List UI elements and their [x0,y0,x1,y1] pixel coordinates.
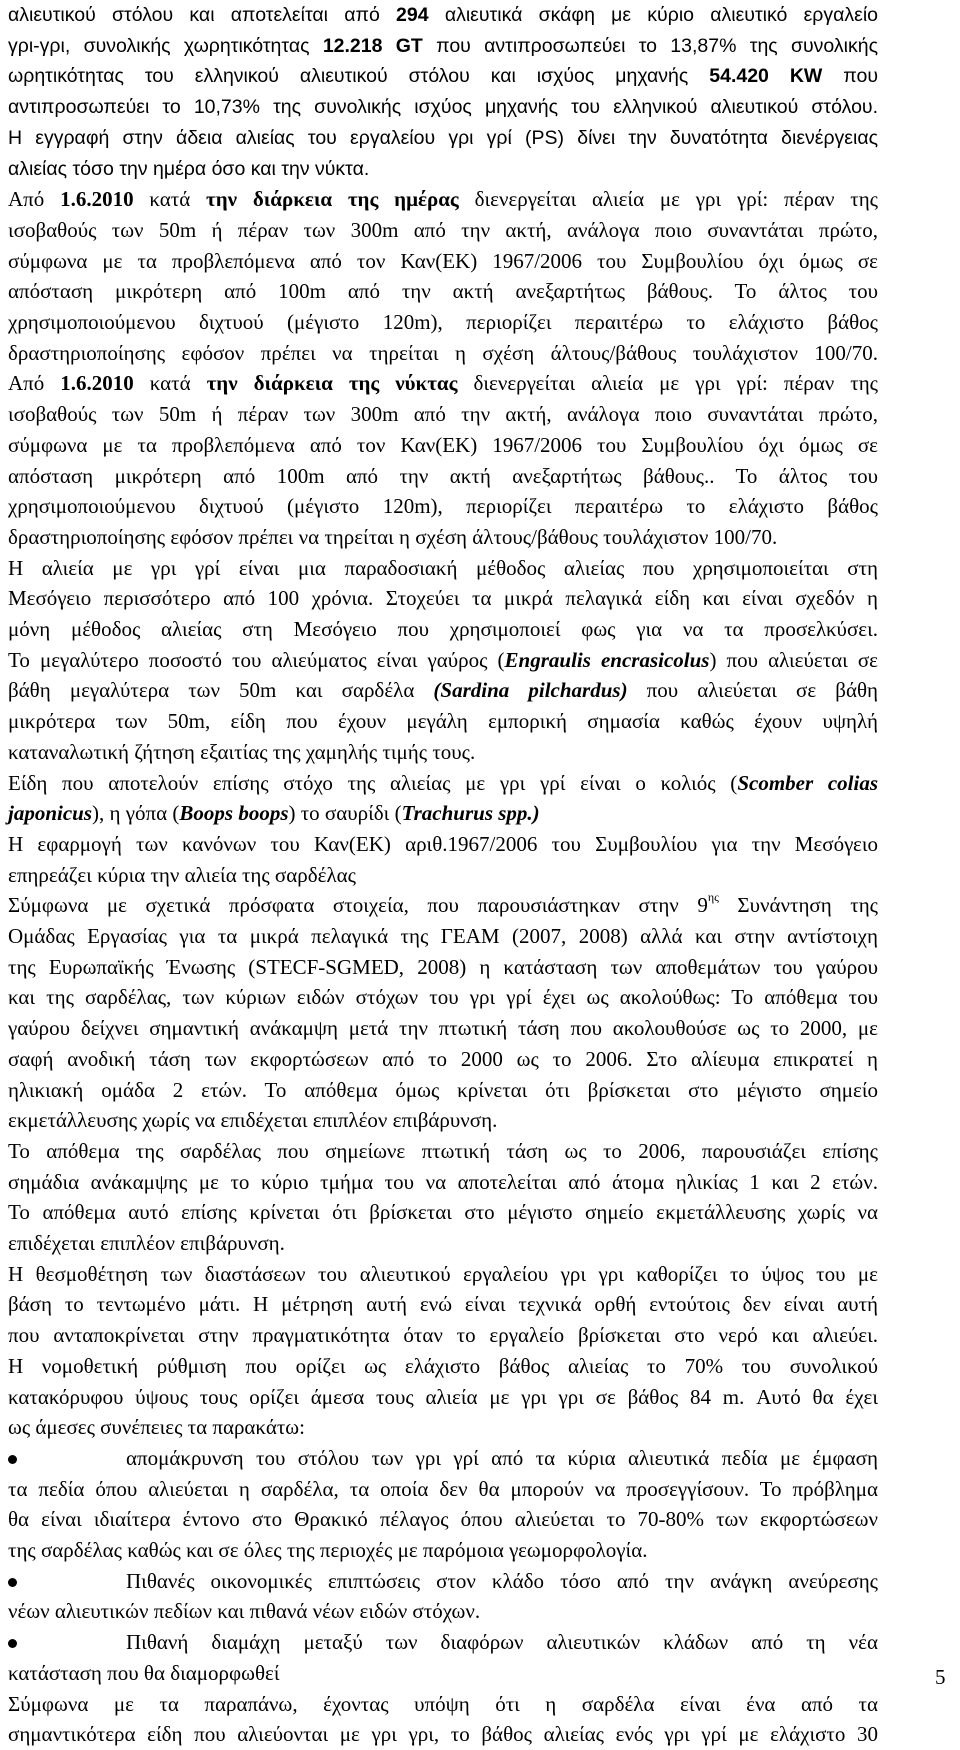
bullet-icon [8,1578,17,1587]
text-line [8,798,878,829]
text-line [8,706,878,737]
text-line [8,399,878,430]
text-segment: σημάδια ανάκαμψης με το κύριο τμήμα του να αποτελείται από άτομα ηλικίας 1 και 2 ετών. [8,1169,878,1194]
text-line [8,1228,878,1259]
text-segment: κατά [133,371,207,396]
text-segment: δραστηριοποίησης εφόσον πρέπει να τηρείται η σχέση άλτους/βάθους τουλάχιστον 100/70. [8,524,778,549]
text-segment: Trachurus spp.) [401,801,540,826]
text-line [8,1136,878,1167]
text-segment: απόσταση μικρότερη από 100m από την ακτή ανεξαρτήτως βάθους.. Το άλτος του [8,463,878,488]
text-segment: Η νομοθετική ρύθμιση που ορίζει ως ελάχιστο βάθος αλιείας το 70% του συνολικού [8,1353,878,1378]
text-segment: Σύμφωνα με τα παραπάνω, έχοντας υπόψη ότι η σαρδέλα είναι ένα από τα [8,1691,878,1716]
text-segment: σύμφωνα με τα προβλεπόμενα από τον Καν(ΕΚ) 1967/2006 του Συμβουλίου όχι όμως σε [8,432,878,457]
text-segment: Από [8,187,61,212]
text-line [8,1259,878,1290]
text-segment: κατά [133,187,207,212]
text-segment: χρησιμοποιούμενου διχτυού (μέγιστο 120m), περιορίζει περαιτέρω το ελάχιστο βάθος [8,310,878,334]
text-segment: την διάρκεια της νύκτας [206,371,458,396]
text-segment: βάθη μεγαλύτερα των 50m και σαρδέλα [8,678,434,703]
text-line [8,1105,878,1136]
text-segment: Η εφαρμογή των κανόνων του Καν(ΕΚ) αριθ.1967/2006 του Συμβουλίου για την Μεσόγειο [8,831,878,856]
text-segment: Scomber colias [737,770,879,795]
text-line [8,1535,878,1566]
text-segment: κατακόρυφου ύψους τους ορίζει άμεσα τους αλιεία με γρι γρι σε βάθος 84 m. Αυτό θα έχει [8,1384,878,1409]
text-line [8,1320,878,1351]
text-segment: Η αλιεία με γρι γρί είναι μια παραδοσιακή μέθοδος αλιείας που χρησιμοποιείται στη [8,555,878,580]
text-segment: Πιθανή διαμάχη μεταξύ των διαφόρων αλιευτικών κλάδων από τη νέα [126,1630,878,1655]
text-line [8,829,878,860]
text-segment: Το απόθεμα αυτό επίσης κρίνεται ότι βρίσκεται στο μέγιστο σημείο εκμετάλλευσης χωρίς να [8,1200,878,1225]
text-segment: μόνη μέθοδος αλιείας στη Μεσόγειο που χρησιμοποιεί φως για να τα προσελκύσει. [8,617,878,641]
text-line [8,1075,878,1106]
text-segment: αλιευτικά σκάφη με κύριο αλιευτικό εργαλείο [428,4,878,26]
text-line [8,553,878,584]
text-segment: ισοβαθούς των 50m ή πέραν των 300m από την ακτή, ανάλογα ποιο συναντάται πρώτο, [8,217,878,242]
bullet-text [126,1443,878,1474]
text-line [8,1351,878,1382]
text-line [8,92,878,123]
text-segment: και της σαρδέλας, των κύριων ειδών στόχων του γρι γρί έχει ως ακολούθως: Το απόθεμα του [8,985,878,1010]
text-segment: διενεργείται αλιεία με γρι γρί: πέραν της [457,371,878,396]
text-line [8,1596,878,1627]
text-segment: διενεργείται αλιεία με γρι γρί: πέραν της [458,187,878,212]
text-segment: σύμφωνα με τα προβλεπόμενα από τον Καν(ΕΚ) 1967/2006 του Συμβουλίου όχι όμως σε [8,248,878,273]
text-segment: που [822,65,878,88]
text-segment: σημαντικότερα είδη που αλιεύονται με γρι γρι, το βάθος αλιείας ενός γρι γρί με ελάχιστο 30 [8,1722,878,1747]
text-line [8,1412,878,1443]
text-line [8,61,878,92]
text-segment: Από [8,371,61,396]
text-line [8,522,878,553]
text-segment: Μεσόγειο περισσότερο από 100 χρόνια. Στοχεύει τα μικρά πελαγικά είδη και είναι σχεδόν η [8,586,878,611]
text-line [8,1504,878,1535]
text-segment: δραστηριοποίησης εφόσον πρέπει να τηρείται η σχέση άλτους/βάθους τουλάχιστον 100/70. [8,340,878,365]
text-line [8,307,878,338]
text-segment: κατάσταση που θα διαμορφωθεί [8,1660,280,1685]
bullet-line [8,1566,878,1597]
text-line [8,1474,878,1505]
text-line [8,614,878,645]
text-line [8,675,878,706]
text-segment: japonicus [8,801,93,826]
text-segment: της Ευρωπαϊκής Ένωσης (STECF-SGMED, 2008) η κατάσταση των αποθεμάτων του γαύρου [8,954,878,979]
text-segment: χρησιμοποιούμενου διχτυού (μέγιστο 120m), περιορίζει περαιτέρω το ελάχιστο βάθος [8,494,878,519]
text-segment: Η εγγραφή στην άδεια αλιείας του εργαλείου γρι γρί (PS) δίνει την δυνατότητα διενέργειας [8,126,878,149]
text-segment: καταναλωτική ζήτηση εξαιτίας της χαμηλής τιμής τους. [8,739,476,764]
text-line [8,1197,878,1228]
text-line [8,1289,878,1320]
text-segment: την διάρκεια της ημέρας [206,187,459,212]
text-segment: σαφή ανοδική τάση των εκφορτώσεων από το 2000 ως το 2006. Στο αλίευμα επικρατεί η [8,1046,878,1071]
text-line [8,1658,878,1689]
text-segment: ισοβαθούς των 50m ή πέραν των 300m από την ακτή, ανάλογα ποιο συναντάται πρώτο, [8,402,878,427]
text-line [8,890,878,921]
text-segment: που ανταποκρίνεται στην πραγματικότητα όταν το εργαλείο βρίσκεται στο νερό και αλιεύει. [8,1323,878,1348]
text-segment: ) το σαυρίδι ( [288,801,402,826]
text-segment: αλιευτικού στόλου και αποτελείται από [8,4,397,26]
text-line [8,1719,878,1750]
text-line [8,860,878,891]
bullet-icon [8,1639,17,1648]
text-segment: Είδη που αποτελούν επίσης στόχο της αλιείας με γρι γρί είναι ο κολιός ( [8,770,738,795]
text-line [8,430,878,461]
text-line [8,123,878,154]
text-line [8,1382,878,1413]
bullet-line [8,1443,878,1474]
text-line [8,31,878,62]
text-segment: Ομάδας Εργασίας για τα μικρά πελαγικά της ΓΕΑΜ (2007, 2008) αλλά και στην αντίστοιχη [8,924,878,948]
text-segment: 1.6.2010 [60,371,134,396]
text-segment: 12.218 GT [322,34,423,57]
text-segment: Συνάντηση της [718,893,878,918]
text-segment: ωρητικότητας του ελληνικού αλιευτικού στόλου και ισχύος μηχανής [8,65,710,88]
text-line [8,921,878,952]
text-line [8,154,878,185]
text-line [8,1013,878,1044]
text-segment: ηλικιακή ομάδα 2 ετών. Το απόθεμα όμως κρίνεται ότι βρίσκεται στο μέγιστο σημείο [8,1077,878,1102]
text-segment: Το μεγαλύτερο ποσοστό του αλιεύματος είναι γαύρος ( [8,647,505,672]
text-line [8,768,878,799]
bullet-icon [8,1455,17,1464]
text-segment: που αντιπροσωπεύει το 13,87% της συνολικής [422,34,878,57]
text-segment: Το απόθεμα της σαρδέλας που σημείωνε πτωτική τάση ως το 2006, παρουσιάζει επίσης [8,1138,878,1163]
text-line [8,368,878,399]
bullet-line [8,1627,878,1658]
text-segment: Η θεσμοθέτηση των διαστάσεων του αλιευτικού εργαλείου γρι γρι καθορίζει το ύψος του με [8,1261,878,1286]
text-segment: απομάκρυνση του στόλου των γρι γρί από τα κύρια αλιευτικά πεδία με έμφαση [126,1445,878,1470]
bullet-text [126,1566,878,1597]
text-segment: 54.420 KW [709,65,823,88]
text-line [8,583,878,614]
text-segment: γαύρου δείχνει σημαντική ανάκαμψη μετά την πτωτική τάση που ακολουθούσε ως το 2000, με [8,1016,878,1041]
text-line [8,982,878,1013]
bullet-text [126,1627,878,1658]
text-line [8,184,878,215]
text-segment: αλιείας τόσο την ημέρα όσο και την νύκτα. [8,157,370,180]
text-segment: γρι-γρι, συνολικής χωρητικότητας [8,34,323,57]
text-segment: Boops boops [179,801,289,826]
text-line [8,215,878,246]
text-segment: βάση το τεντωμένο μάτι. Η μέτρηση αυτή ενώ είναι τεχνικά ορθή εντούτοις δεν είναι αυτή [8,1292,878,1317]
text-segment: ως άμεσες συνέπειες τα παρακάτω: [8,1415,305,1440]
text-segment: (Sardina pilchardus) [433,678,628,703]
text-line [8,737,878,768]
text-segment: μικρότερα των 50m, είδη που έχουν μεγάλη εμπορική σημασία καθώς έχουν υψηλή [8,709,878,734]
text-line [8,0,878,31]
text-line [8,276,878,307]
text-line [8,461,878,492]
text-line [8,338,878,369]
text-segment: ης [707,890,719,905]
text-line [8,645,878,676]
text-line [8,246,878,277]
text-segment: της σαρδέλας καθώς και σε όλες της περιοχές με παρόμοια γεωμορφολογία. [8,1538,648,1562]
text-segment: 1.6.2010 [60,187,134,212]
text-line [8,952,878,983]
text-line [8,1044,878,1075]
text-segment: αντιπροσωπεύει το 10,73% της συνολικής ισχύος μηχανής του ελληνικού αλιευτικού στόλου. [8,96,878,119]
page-number: 5 [935,1665,946,1689]
text-segment: απόσταση μικρότερη από 100m από την ακτή ανεξαρτήτως βάθους. Το άλτος του [8,279,878,304]
text-segment: εκμετάλλευσης χωρίς να επιδέχεται επιπλέον επιβάρυνση. [8,1108,498,1133]
text-line [8,1689,878,1720]
text-segment: ) που αλιεύεται σε [709,647,879,672]
text-segment: που αλιεύεται σε βάθη [627,678,878,703]
text-segment: θα είναι ιδιαίτερα έντονο στο Θρακικό πέλαγος όπου αλιεύεται το 70-80% των εκφορτώσεων [8,1507,878,1532]
text-segment: τα πεδία όπου αλιεύεται η σαρδέλα, τα οποία δεν θα μπορούν να προσεγγίσουν. Το πρόβλημα [8,1476,878,1501]
text-segment: νέων αλιευτικών πεδίων και πιθανά νέων ειδών στόχων. [8,1599,481,1624]
text-line [8,491,878,522]
text-segment: Σύμφωνα με σχετικά πρόσφατα στοιχεία, που παρουσιάστηκαν στην 9 [8,893,708,918]
text-segment: 294 [396,4,429,26]
text-line [8,1167,878,1198]
text-segment: επιδέχεται επιπλέον επιβάρυνση. [8,1231,285,1255]
text-segment: επηρεάζει κύρια την αλιεία της σαρδέλας [8,862,356,887]
text-segment: Engraulis encrasicolus [504,647,710,672]
text-segment: Πιθανές οικονομικές επιπτώσεις στον κλάδο τόσο από την ανάγκη ανεύρεσης [126,1568,878,1593]
text-segment: ), η γόπα ( [92,801,180,826]
